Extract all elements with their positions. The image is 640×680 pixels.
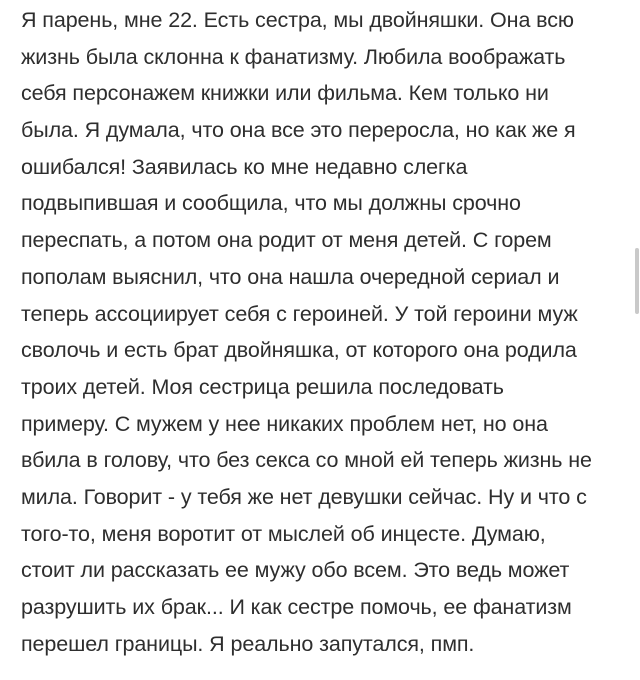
post-text-line: вбила в голову, что без секса со мной ей теперь жизнь не (21, 448, 592, 473)
post-text-line: жизнь была склонна к фанатизму. Любила воображать (21, 44, 566, 69)
post-text-line: пополам выяснил, что она нашла очередной сериал и (21, 264, 560, 289)
post-text-line: разрушить их брак... И как сестре помочь, ее фанатизм (21, 595, 572, 619)
post-text-line: Я парень, мне 22. Есть сестра, мы двойняшки. Она всю (21, 8, 574, 32)
post-text-line: была. Я думала, что она все это переросла, но как же я (21, 118, 576, 143)
post-text-line: мила. Говорит - у тебя же нет девушки сейчас. Ну и что с (21, 484, 587, 509)
post-text-line: себя персонажем книжки или фильма. Кем только ни (21, 81, 549, 106)
post-text-line: сволочь и есть брат двойняшка, от которого она родила (21, 338, 577, 363)
post-text-line: стоит ли рассказать ее мужу обо всем. Это ведь может (21, 558, 570, 583)
post-text-line: примеру. С мужем у нее никаких проблем нет, но она (21, 411, 548, 436)
scrollbar[interactable] (634, 0, 640, 680)
scrollbar-thumb[interactable] (635, 248, 639, 314)
post-text (21, 2, 621, 662)
post-text-line: троих детей. Моя сестрица решила последовать (21, 374, 504, 399)
post-text-line: ошибался! Заявилась ко мне недавно слегка (21, 154, 468, 179)
post-text-line: теперь ассоциирует себя с героиней. У той героини муж (21, 301, 578, 326)
post-text-line: того-то, меня воротит от мыслей об инцесте. Думаю, (21, 521, 546, 546)
post-text-line: перешел границы. Я реально запутался, пмп. (21, 631, 475, 656)
post-text-line: подвыпившая и сообщила, что мы должны срочно (21, 191, 521, 216)
post-text-line: переспать, а потом она родит от меня детей. С горем (21, 228, 552, 253)
